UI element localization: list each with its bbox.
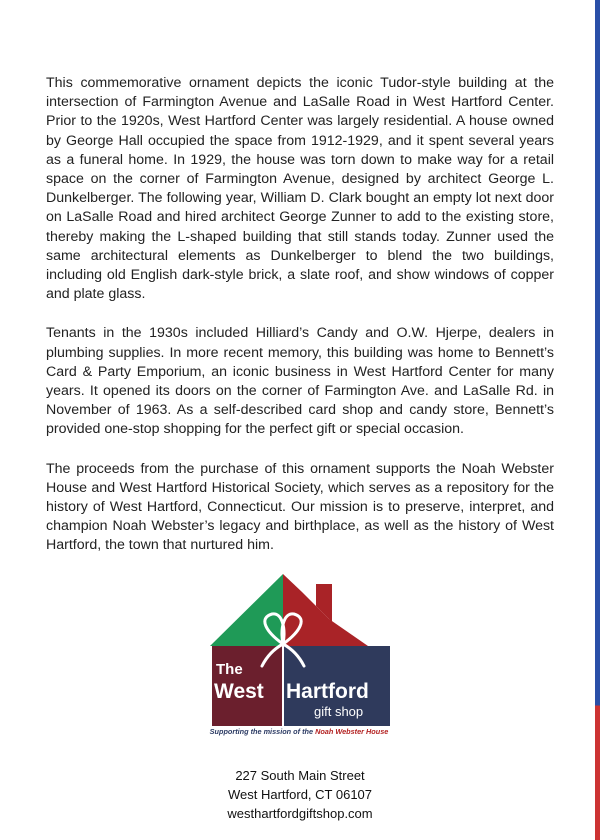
logo-tagline [206, 727, 392, 736]
paragraph-history: This commemorative ornament depicts the iconic Tudor-style building at the intersection of Farmington Avenue and LaSalle Road in West Hartford Center. Prior to the 1920s, West Hartford Center was largely residential. A house owned by George Hall occupied the space from 1912-1929, and it spent several years as a funeral home. In 1929, the house was torn down to make way for a retail space on the corner of Farmington Avenue, designed by architect George L. Dunkelberger. The following year, William D. Clark bought an empty lot next door on LaSalle Road and hired architect George Zunner to add to the existing store, thereby making the L-shaped building that still stands today. Zunner used the same architectural elements as Dunkelberger to blend the two buildings, including old English dark-style brick, a slate roof, and show windows of copper and plate glass. [46, 75, 554, 303]
page-edge-bar [595, 0, 600, 840]
paragraph-mission: The proceeds from the purchase of this ornament supports the Noah Webster House and West Hartford Historical Society, which serves as a repository for the history of West Hartford, Connecticut. Our mission is to preserve, interpret, and champion Noah Webster’s legacy and birthplace, as well as the history of West Hartford, the town that nurtured him. [46, 460, 554, 554]
tagline-highlight: Noah Webster House [315, 727, 389, 736]
logo-line-west: West [214, 680, 264, 703]
roof-right-slope [329, 619, 368, 646]
address-block [0, 766, 600, 823]
address-street: 227 South Main Street [235, 768, 365, 783]
address-website[interactable]: westhartfordgiftshop.com [227, 806, 373, 821]
body-text [46, 74, 554, 576]
address-city: West Hartford, CT 06107 [227, 787, 373, 802]
logo-line-hartford: Hartford [286, 680, 369, 703]
gift-shop-logo [206, 574, 392, 740]
logo-line-the: The [216, 661, 243, 678]
house-gift-icon [206, 574, 392, 726]
paragraph-tenants: Tenants in the 1930s included Hilliard’s Candy and O.W. Hjerpe, dealers in plumbing supplies. In more recent memory, this building was home to Bennett’s Card & Party Emporium, an iconic business in West Hartford Center for many years. It opened its doors on the corner of Farmington Ave. and LaSalle Rd. in November of 1963. As a self-described card shop and candy store, Bennett’s provided one-stop shopping for the perfect gift or special occasion. [46, 325, 554, 438]
logo-line-gift-shop: gift shop [314, 704, 364, 719]
tagline-prefix: Supporting the mission of the [209, 727, 316, 736]
